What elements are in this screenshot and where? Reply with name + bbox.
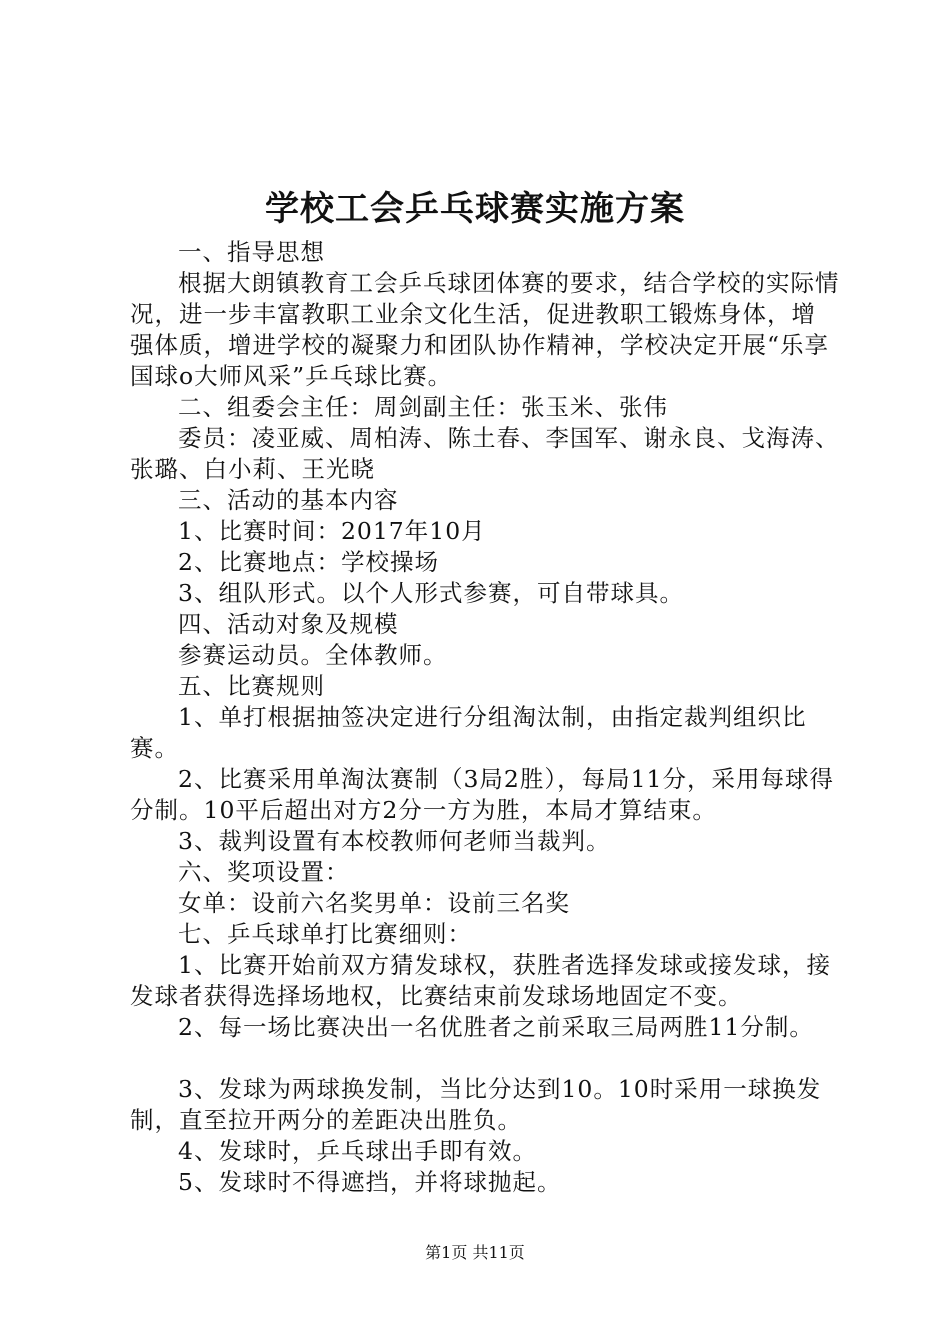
list-item-rule-3: 3、裁判设置有本校教师何老师当裁判。	[178, 827, 611, 855]
section-heading-guiding-thought: 一、指导思想	[178, 238, 325, 266]
paragraph-background: 根据大朗镇教育工会乒乓球团体赛的要求，结合学校的实际情况，进一步丰富教职工业余文化生活，促进教职工锻炼身体，增强体质，增进学校的凝聚力和团队协作精神，学校决定开展“乐享国球o大师风采”乒乓球比赛。	[130, 269, 840, 390]
section-heading-awards: 六、奖项设置：	[178, 858, 350, 886]
list-item-detail-5: 5、发球时不得遮挡，并将球抛起。	[178, 1168, 562, 1196]
document-title: 学校工会乒乓球赛实施方案	[265, 189, 685, 229]
paragraph-awards: 女单：设前六名奖男单：设前三名奖	[178, 889, 570, 917]
list-item-rule-2: 2、比赛采用单淘汰赛制（3局2胜），每局11分，采用每球得分制。10平后超出对方2分一方为胜，本局才算结束。	[130, 765, 835, 824]
list-item-detail-3: 3、发球为两球换发制，当比分达到10。10时采用一球换发制，直至拉开两分的差距决出胜负。	[130, 1075, 822, 1134]
section-heading-participants: 四、活动对象及规模	[178, 610, 399, 638]
list-item-location: 2、比赛地点：学校操场	[178, 548, 439, 576]
list-item-team-format: 3、组队形式。以个人形式参赛，可自带球具。	[178, 579, 684, 607]
list-item-rule-1: 1、单打根据抽签决定进行分组淘汰制，由指定裁判组织比赛。	[130, 703, 807, 762]
section-heading-committee: 二、组委会主任：周剑副主任：张玉米、张伟	[178, 393, 668, 421]
list-item-detail-1: 1、比赛开始前双方猜发球权，获胜者选择发球或接发球，接发球者获得选择场地权，比赛结束前发球场地固定不变。	[130, 951, 831, 1010]
paragraph-committee-members: 委员：凌亚威、周柏涛、陈土春、李国军、谢永良、戈海涛、张璐、白小莉、王光晓	[130, 424, 840, 483]
list-item-time: 1、比赛时间：2017年10月	[178, 517, 486, 545]
blank-line	[130, 1043, 840, 1074]
section-heading-singles-details: 七、乒乓球单打比赛细则：	[178, 920, 472, 948]
section-heading-rules: 五、比赛规则	[178, 672, 325, 700]
document-body	[130, 237, 840, 1198]
paragraph-participants: 参赛运动员。全体教师。	[178, 641, 448, 669]
list-item-detail-4: 4、发球时，乒乓球出手即有效。	[178, 1137, 537, 1165]
page-number-footer: 第1页 共11页	[425, 1243, 525, 1262]
list-item-detail-2: 2、每一场比赛决出一名优胜者之前采取三局两胜11分制。	[178, 1013, 814, 1041]
section-heading-basic-content: 三、活动的基本内容	[178, 486, 399, 514]
